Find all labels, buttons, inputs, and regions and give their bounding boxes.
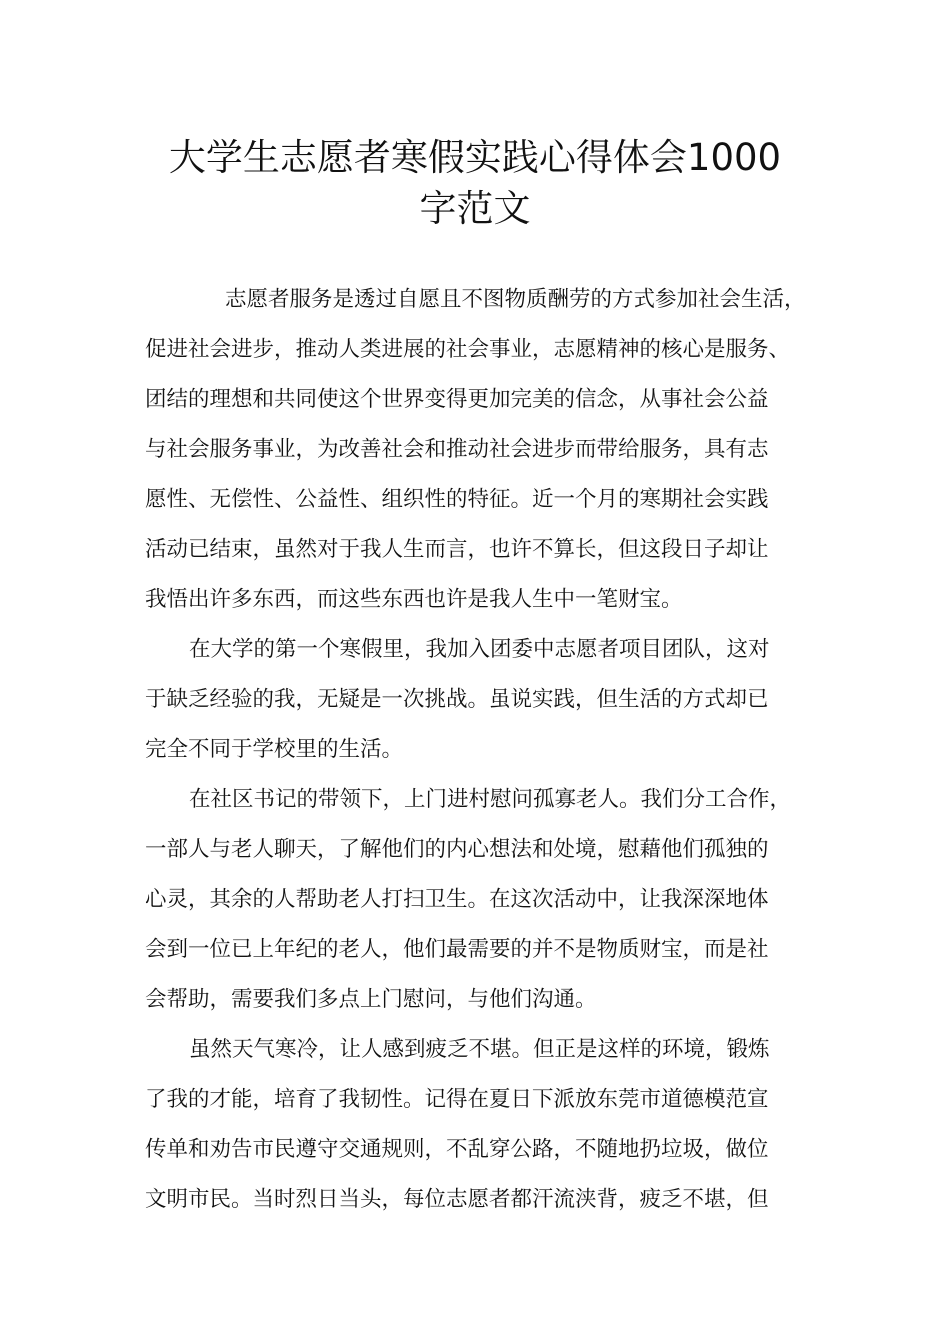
body-line: 我悟出许多东西，而这些东西也许是我人生中一笔财宝。 (145, 587, 683, 612)
body-line: 文明市民。当时烈日当头，每位志愿者都汗流浃背，疲乏不堪，但 (145, 1187, 769, 1212)
body-line: 完全不同于学校里的生活。 (145, 737, 404, 762)
body-line: 团结的理想和共同使这个世界变得更加完美的信念，从事社会公益 (145, 387, 769, 412)
body-line: 在大学的第一个寒假里，我加入团委中志愿者项目团队，这对 (189, 637, 770, 662)
body-line: 促进社会进步，推动人类进展的社会事业，志愿精神的核心是服务、 (145, 337, 791, 362)
body-line: 会到一位已上年纪的老人，他们最需要的并不是物质财宝，而是社 (145, 937, 769, 962)
body-line: 愿性、无偿性、公益性、组织性的特征。近一个月的寒期社会实践 (145, 487, 769, 512)
document-title-line-1: 大学生志愿者寒假实践心得体会1000 (168, 136, 782, 179)
body-line: 志愿者服务是透过自愿且不图物质酬劳的方式参加社会生活， (225, 287, 806, 312)
body-line: 于缺乏经验的我，无疑是一次挑战。虽说实践，但生活的方式却已 (145, 687, 769, 712)
document-title-line-2: 字范文 (419, 187, 531, 230)
body-line: 在社区书记的带领下，上门进村慰问孤寡老人。我们分工合作， (189, 787, 792, 812)
body-line: 传单和劝告市民遵守交通规则，不乱穿公路，不随地扔垃圾，做位 (145, 1137, 769, 1162)
body-line: 一部人与老人聊天，了解他们的内心想法和处境，慰藉他们孤独的 (145, 837, 769, 862)
body-line: 虽然天气寒冷，让人感到疲乏不堪。但正是这样的环境，锻炼 (189, 1037, 770, 1062)
body-line: 与社会服务事业，为改善社会和推动社会进步而带给服务，具有志 (145, 437, 769, 462)
body-line: 活动已结束，虽然对于我人生而言，也许不算长，但这段日子却让 (145, 537, 769, 562)
body-line: 会帮助，需要我们多点上门慰问，与他们沟通。 (145, 987, 597, 1012)
body-line: 了我的才能，培育了我韧性。记得在夏日下派放东莞市道德模范宣 (145, 1087, 769, 1112)
body-line: 心灵，其余的人帮助老人打扫卫生。在这次活动中，让我深深地体 (145, 887, 769, 912)
